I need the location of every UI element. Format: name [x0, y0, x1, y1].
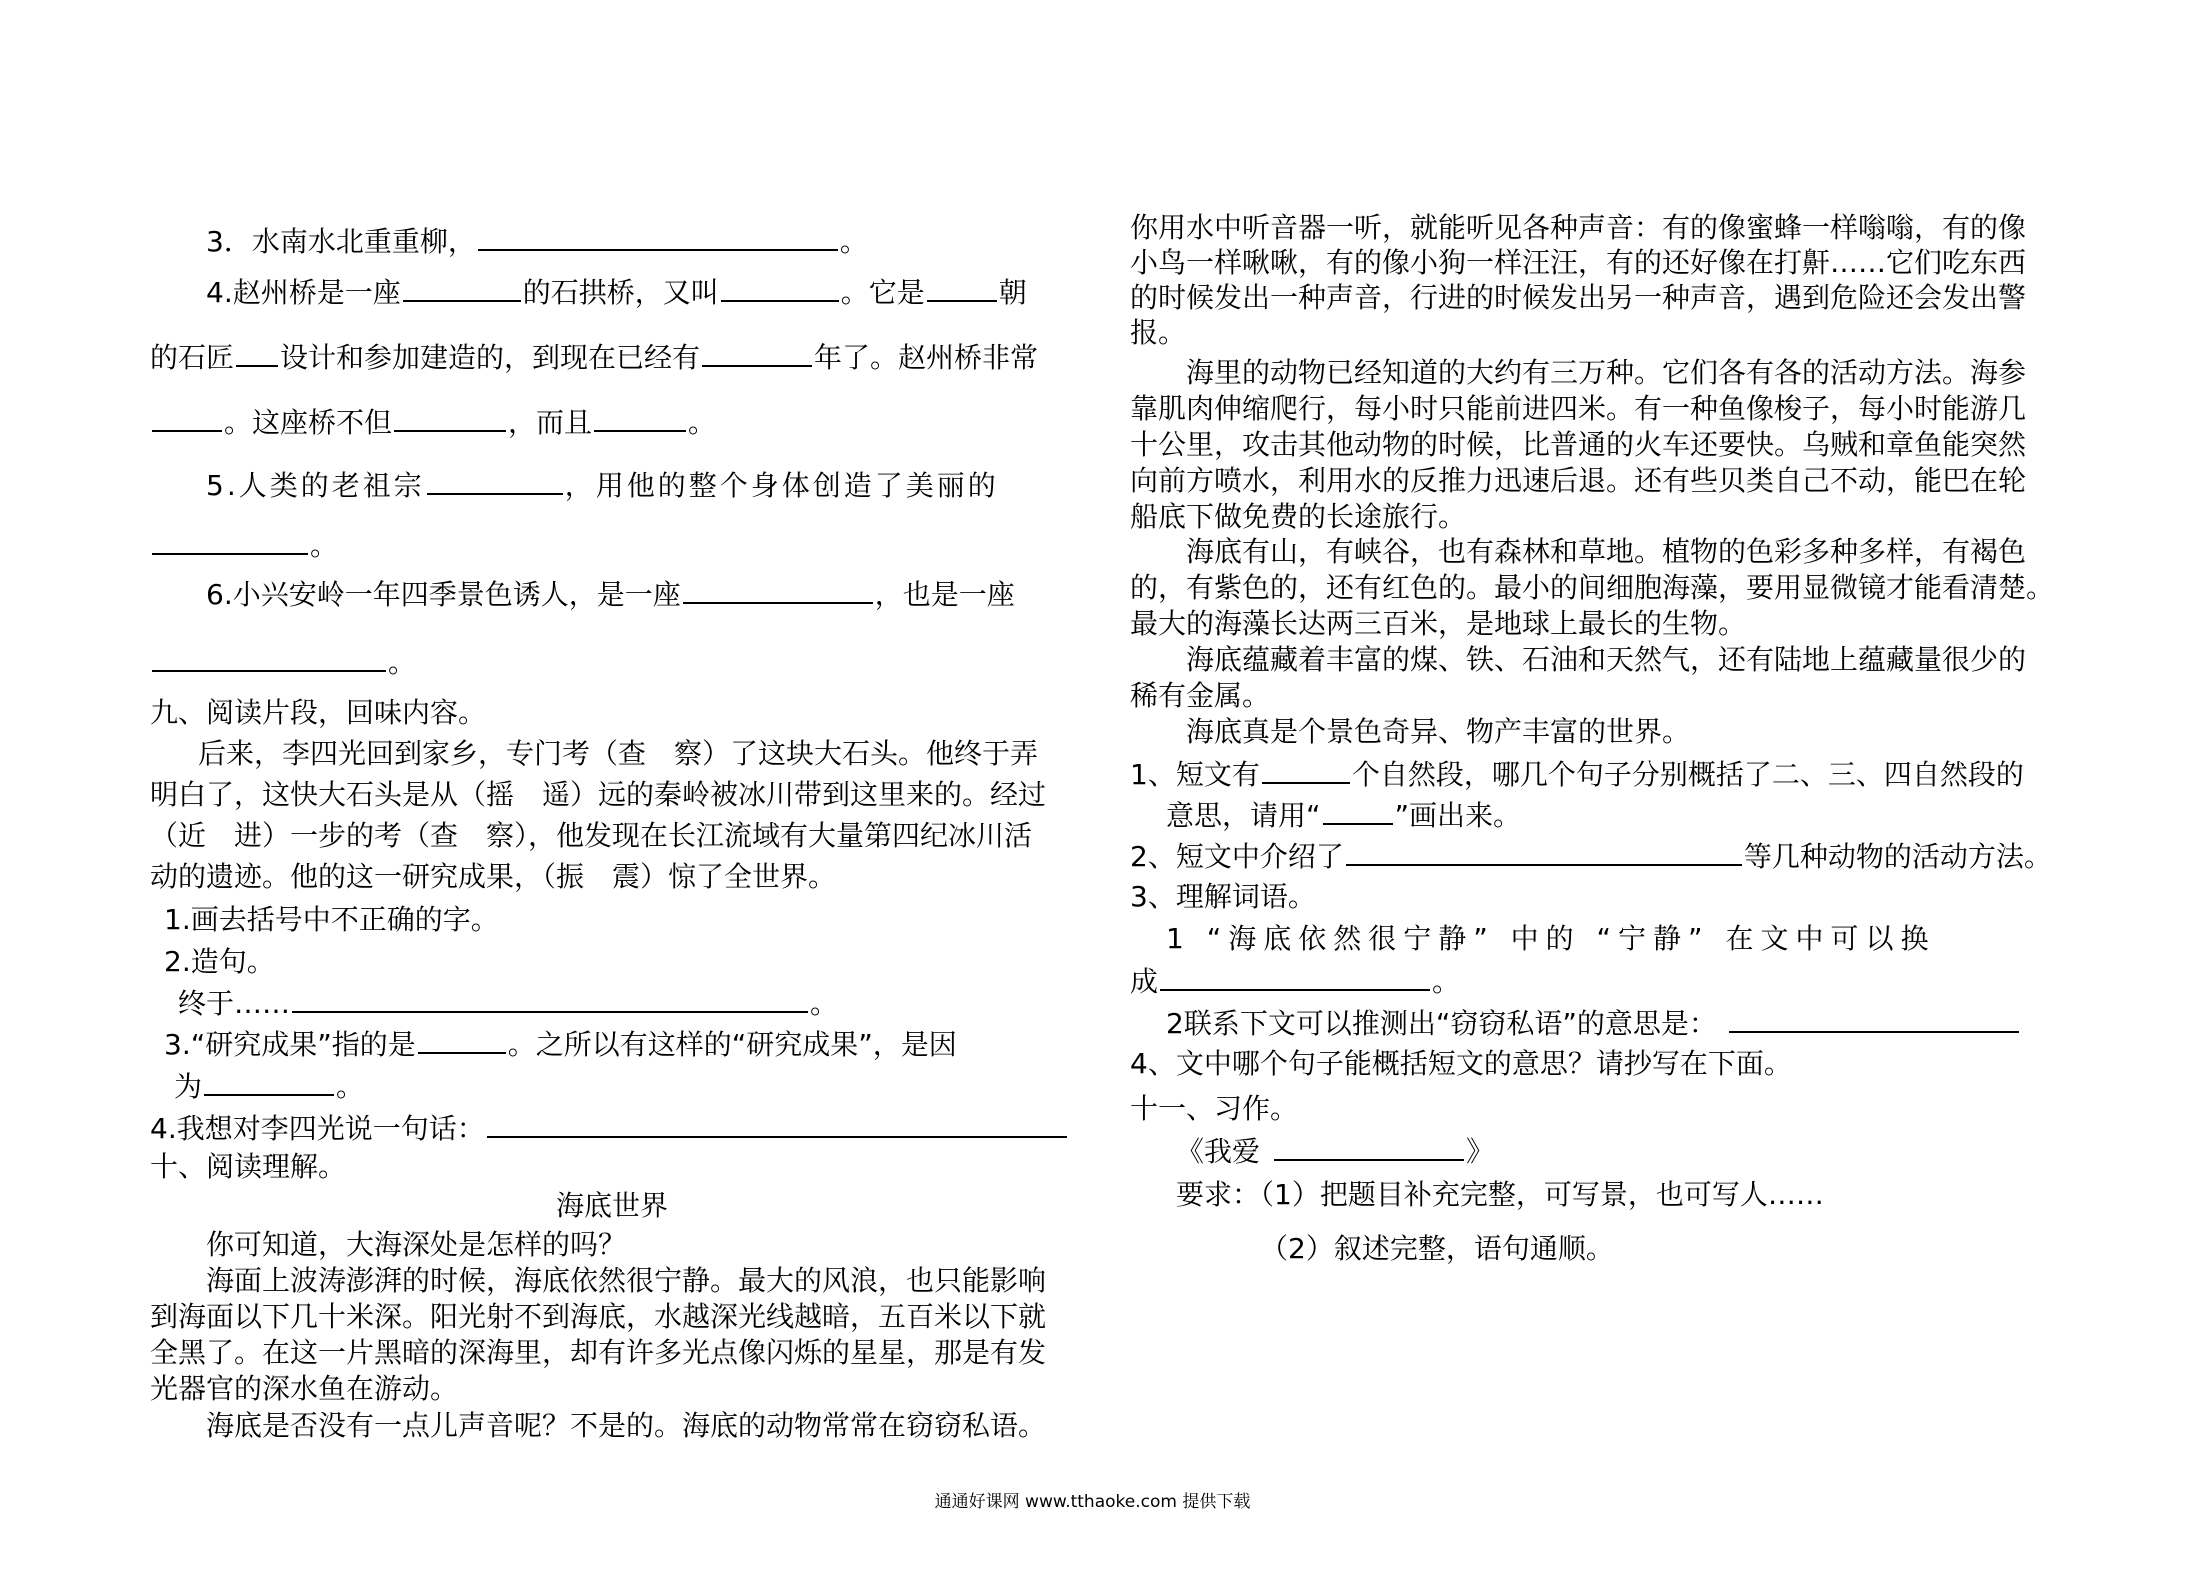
s9-question-1: 1.画去括号中不正确的字。 [164, 903, 499, 936]
blank[interactable] [594, 404, 686, 432]
question-6-line1: 6.小兴安岭一年四季景色诱人，是一座 ，也是一座 [206, 578, 1015, 611]
blank[interactable] [1262, 756, 1350, 784]
blank[interactable] [152, 527, 308, 555]
blank[interactable] [403, 274, 521, 302]
blank[interactable] [927, 274, 997, 302]
passage-line: 光器官的深水鱼在游动。 [150, 1372, 459, 1405]
blank[interactable] [683, 576, 873, 604]
r-question-3-1-line1: 1 “海底依然很宁静” 中的 “宁静” 在文中可以换 [1166, 922, 1936, 955]
passage-line: 最大的海藻长达两三百米，是地球上最长的生物。 [1130, 607, 1747, 640]
blank[interactable] [487, 1110, 1067, 1138]
blank[interactable] [478, 223, 838, 251]
passage-line: 船底下做免费的长途旅行。 [1130, 500, 1467, 533]
r-question-2: 2、短文中介绍了 等几种动物的活动方法。 [1130, 840, 2052, 873]
blank[interactable] [152, 404, 222, 432]
question-5-line2: 。 [150, 527, 338, 563]
s9-question-4: 4.我想对李四光说一句话： [150, 1110, 1069, 1146]
question-4-line2: 的石匠 设计和参加建造的，到现在已经有 年了。赵州桥非常 [150, 341, 1039, 374]
passage-line: 的，有紫色的，还有红色的。最小的间细胞海藻，要用显微镜才能看清楚。 [1130, 571, 2055, 604]
passage-line: 你可知道，大海深处是怎样的吗？ [206, 1228, 627, 1261]
r-question-3-1-line2: 成 。 [1130, 965, 1461, 998]
question-3: 3．水南水北重重柳， 。 [206, 225, 868, 258]
passage-line: 稀有金属。 [1130, 679, 1271, 712]
r-question-1-line2: 意思，请用“ ”画出来。 [1166, 799, 1522, 832]
blank[interactable] [292, 985, 808, 1013]
passage-line: 动的遗迹。他的这一研究成果，（振 震）惊了全世界。 [150, 860, 837, 893]
passage-line: 后来，李四光回到家乡，专门考（查 察）了这块大石头。他终于弄 [198, 737, 1039, 770]
blank[interactable] [721, 274, 839, 302]
question-6-line2: 。 [150, 644, 416, 680]
blank[interactable] [1160, 963, 1430, 991]
blank[interactable] [1323, 797, 1393, 825]
blank[interactable] [427, 467, 563, 495]
blank[interactable] [702, 339, 812, 367]
passage-line: 海里的动物已经知道的大约有三万种。它们各有各的活动方法。海参 [1186, 356, 2027, 389]
blank[interactable] [152, 644, 386, 672]
section-10-title: 十、阅读理解。 [150, 1150, 347, 1183]
section-9-title: 九、阅读片段，回味内容。 [150, 696, 487, 729]
passage-line: 海底真是个景色奇异、物产丰富的世界。 [1186, 715, 1691, 748]
s9-question-3-line2: 为 。 [174, 1070, 365, 1103]
blank[interactable] [1346, 838, 1742, 866]
question-4-line3: 。这座桥不但 ，而且 。 [150, 404, 716, 440]
passage-line: 的时候发出一种声音，行进的时候发出另一种声音，遇到危险还会发出警 [1130, 281, 2027, 314]
passage-line: 海底有山，有峡谷，也有森林和草地。植物的色彩多种多样，有褐色 [1186, 535, 2027, 568]
blank[interactable] [418, 1026, 506, 1054]
passage-line: （近 进）一步的考（查 察），他发现在长江流域有大量第四纪冰川活 [150, 819, 1033, 852]
footer-credit: 通通好课网 www.tthaoke.com 提供下载 [934, 1492, 1251, 1512]
blank[interactable] [394, 404, 506, 432]
r-question-1-line1: 1、短文有 个自然段，哪几个句子分别概括了二、三、四自然段的 [1130, 758, 2024, 791]
passage-line: 海面上波涛澎湃的时候，海底依然很宁静。最大的风浪，也只能影响 [206, 1264, 1047, 1297]
passage-line: 靠肌肉伸缩爬行，每小时只能前进四米。有一种鱼像梭子，每小时能游几 [1130, 392, 2027, 425]
passage-line: 小鸟一样啾啾，有的像小狗一样汪汪，有的还好像在打鼾……它们吃东西 [1130, 246, 2027, 279]
passage-line: 报。 [1130, 316, 1187, 349]
essay-requirement-1: 要求：（1）把题目补充完整，可写景，也可写人…… [1176, 1178, 1824, 1211]
passage-line: 全黑了。在这一片黑暗的深海里，却有许多光点像闪烁的星星，那是有发 [150, 1336, 1047, 1369]
essay-requirement-2: （2）叙述完整，语句通顺。 [1260, 1232, 1614, 1265]
blank[interactable] [1274, 1133, 1464, 1161]
s9-question-2-sentence: 终于…… 。 [178, 987, 839, 1020]
question-4-line1: 4.赵州桥是一座 的石拱桥，又叫 。它是 朝 [206, 276, 1027, 309]
blank[interactable] [236, 339, 278, 367]
s9-question-3-line1: 3.“研究成果”指的是 。之所以有这样的“研究成果”，是因 [164, 1028, 957, 1061]
r-question-4: 4、文中哪个句子能概括短文的意思？请抄写在下面。 [1130, 1047, 1792, 1080]
r-question-3: 3、理解词语。 [1130, 880, 1316, 913]
essay-topic: 《我爱 》 [1176, 1135, 1495, 1168]
passage-heading: 海底世界 [556, 1189, 669, 1222]
passage-line: 海底是否没有一点儿声音呢？不是的。海底的动物常常在窃窃私语。 [206, 1409, 1047, 1442]
r-question-3-2: 2联系下文可以推测出“窃窃私语”的意思是： [1166, 1005, 2021, 1041]
passage-line: 向前方喷水，利用水的反推力迅速后退。还有些贝类自己不动，能巴在轮 [1130, 464, 2027, 497]
passage-line: 你用水中听音器一听，就能听见各种声音：有的像蜜蜂一样嗡嗡，有的像 [1130, 211, 2027, 244]
passage-line: 明白了，这快大石头是从（摇 遥）远的秦岭被冰川带到这里来的。经过 [150, 778, 1047, 811]
s9-question-2: 2.造句。 [164, 945, 275, 978]
passage-line: 到海面以下几十米深。阳光射不到海底，水越深光线越暗，五百米以下就 [150, 1300, 1047, 1333]
passage-line: 十公里，攻击其他动物的时候，比普通的火车还要快。乌贼和章鱼能突然 [1130, 428, 2027, 461]
section-11-title: 十一、习作。 [1130, 1092, 1299, 1125]
blank[interactable] [1729, 1005, 2019, 1033]
passage-line: 海底蕴藏着丰富的煤、铁、石油和天然气，还有陆地上蕴藏量很少的 [1186, 643, 2027, 676]
blank[interactable] [204, 1068, 334, 1096]
question-5-line1: 5.人类的老祖宗 ，用他的整个身体创造了美丽的 [206, 469, 999, 502]
